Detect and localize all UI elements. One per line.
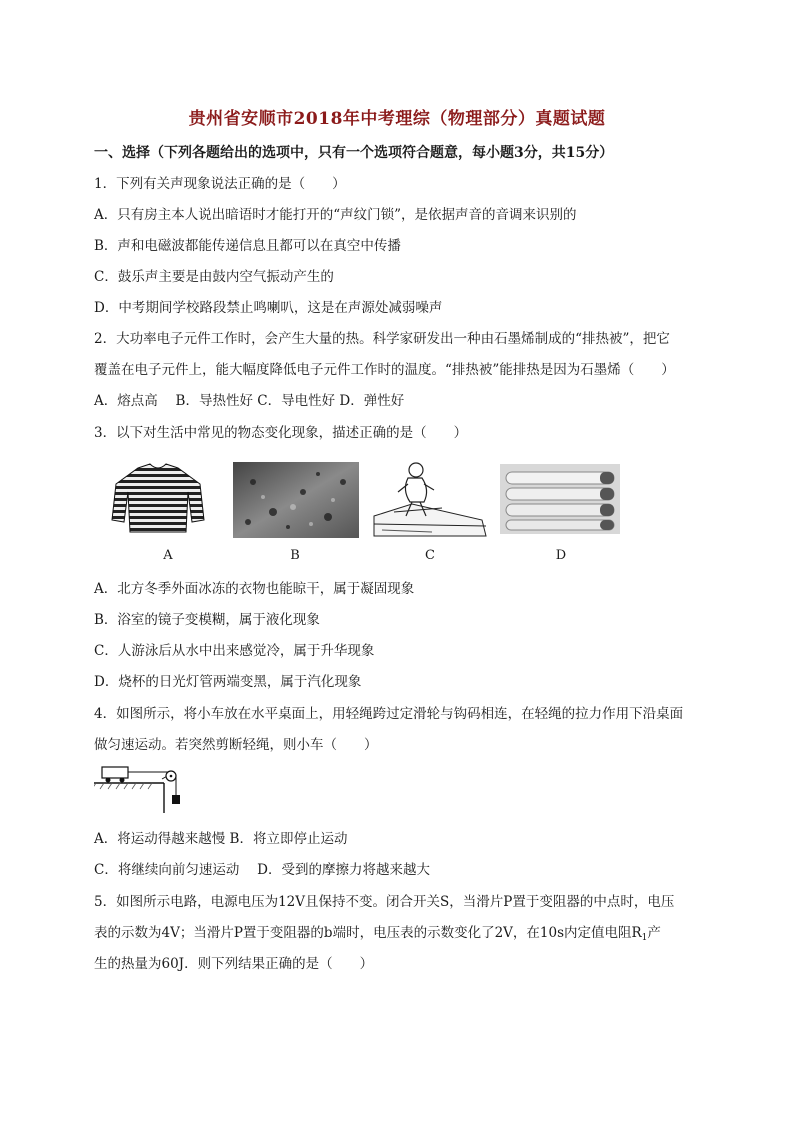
- swimmer-image: [372, 460, 488, 538]
- q4-options-ab: A．将运动得越来越慢 B．将立即停止运动: [94, 831, 348, 847]
- q5-stem-line2-end: 产: [647, 925, 661, 941]
- q2-options: A．熔点高 B．导热性好 C．导电性好 D．弹性好: [94, 393, 405, 409]
- q4-stem-line2: 做匀速运动。若突然剪断轻绳，则小车（ ）: [94, 737, 378, 753]
- q5-stem-line2: [94, 924, 706, 947]
- figure-label-d: D: [555, 548, 567, 563]
- q3-option-a: A．北方冬季外面冰冻的衣物也能晾干，属于凝固现象: [94, 581, 415, 597]
- figure-label-c: C: [425, 548, 435, 563]
- q1-option-c: C．鼓乐声主要是由鼓内空气振动产生的: [94, 269, 334, 285]
- q4-stem-line1: 4．如图所示，将小车放在水平桌面上，用轻绳跨过定滑轮与钩码相连，在轻绳的拉力作用下沿桌面: [94, 706, 684, 722]
- sweater-image: [108, 462, 208, 536]
- q3-option-d: D．烧杯的日光灯管两端变黑，属于汽化现象: [94, 674, 362, 690]
- q2-stem-line1: 2．大功率电子元件工作时，会产生大量的热。科学家研发出一种由石墨烯制成的“排热被”，把它: [94, 331, 670, 347]
- q3-option-c: C．人游泳后从水中出来感觉冷，属于升华现象: [94, 643, 375, 659]
- q1-stem: 1．下列有关声现象说法正确的是（ ）: [94, 176, 346, 192]
- fluorescent-tubes-image: [500, 464, 620, 534]
- q1-option-d: D．中考期间学校路段禁止鸣喇叭，这是在声源处减弱噪声: [94, 300, 443, 316]
- q5-stem-line2-text: 表的示数为4V；当滑片P置于变阻器的b端时，电压表的示数变化了2V，在10s内定值电阻R: [94, 925, 642, 941]
- page-title: 贵州省安顺市2018年中考理综（物理部分）真题试题: [188, 109, 606, 129]
- q1-option-a: A．只有房主本人说出暗语时才能打开的“声纹门锁”，是依据声音的音调来识别的: [94, 207, 577, 223]
- q3-option-b: B．浴室的镜子变模糊，属于液化现象: [94, 612, 320, 628]
- figure-label-b: B: [290, 548, 300, 563]
- resistor-subscript: 1: [641, 933, 648, 943]
- cart-pulley-diagram: [94, 763, 194, 813]
- q5-stem-line3: 生的热量为60J．则下列结果正确的是（ ）: [94, 956, 374, 972]
- q3-stem: 3．以下对生活中常见的物态变化现象，描述正确的是（ ）: [94, 425, 468, 441]
- q4-options-cd: C．将继续向前匀速运动 D．受到的摩擦力将越来越大: [94, 862, 430, 878]
- figure-label-a: A: [163, 548, 173, 563]
- fogged-mirror-image: [233, 462, 359, 538]
- section-heading: 一、选择（下列各题给出的选项中，只有一个选项符合题意，每小题3分，共15分）: [94, 145, 614, 161]
- q5-stem-line1: 5．如图所示电路，电源电压为12V且保持不变。闭合开关S，当滑片P置于变阻器的中点时，电压: [94, 894, 675, 910]
- q1-option-b: B．声和电磁波都能传递信息且都可以在真空中传播: [94, 238, 401, 254]
- q2-stem-line2: 覆盖在电子元件上，能大幅度降低电子元件工作时的温度。“排热被”能排热是因为石墨烯（ ）: [94, 362, 675, 378]
